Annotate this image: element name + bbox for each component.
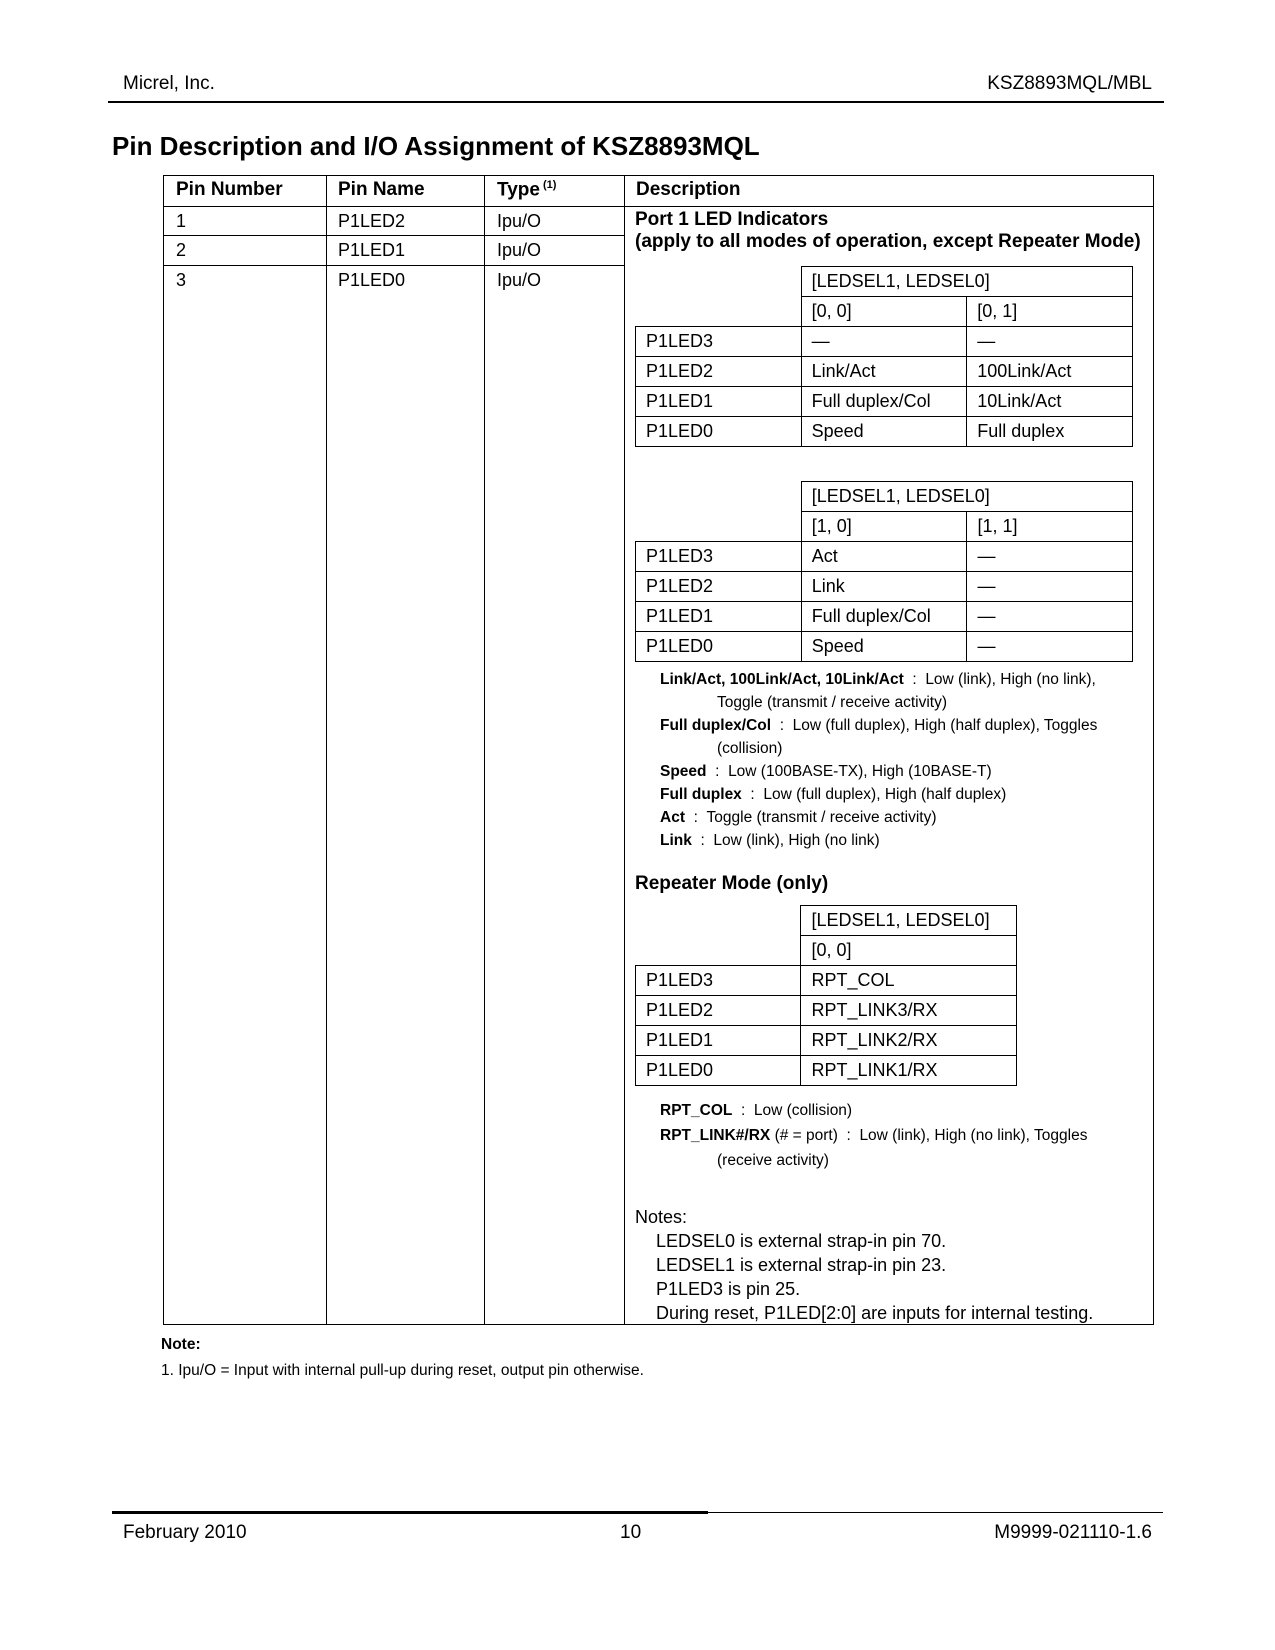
led-function: — [967, 542, 1133, 572]
notes [635, 1205, 1093, 1325]
led-function: Link [801, 572, 967, 602]
led-function: Full duplex [967, 417, 1133, 447]
led-function: RPT_LINK2/RX [801, 1026, 1017, 1056]
led-table-header: [LEDSEL1, LEDSEL0] [801, 267, 1132, 297]
pin-name: P1LED1 [338, 240, 406, 260]
legend-item: RPT_LINK#/RX (# = port) : Low (link), High (no link), Toggles [660, 1127, 1088, 1144]
pin-type: Ipu/O [497, 270, 542, 290]
led-function: RPT_COL [801, 966, 1017, 996]
pin-name: P1LED2 [338, 211, 406, 231]
led-function: 100Link/Act [967, 357, 1133, 387]
led-mode-col: [0, 1] [967, 297, 1133, 327]
legend-item: Link : Low (link), High (no link) [660, 832, 880, 849]
col-pin-name: Pin Name [338, 179, 425, 200]
header-company: Micrel, Inc. [123, 73, 215, 94]
note-item: LEDSEL1 is external strap-in pin 23. [656, 1255, 947, 1275]
footer-date: February 2010 [123, 1522, 247, 1543]
led-pin: P1LED0 [636, 1056, 801, 1086]
led-section-subtitle: (apply to all modes of operation, except Repeater Mode) [635, 231, 1141, 252]
repeater-legend [660, 1098, 1140, 1173]
header-rule [108, 101, 1164, 103]
legend-item: Full duplex/Col : Low (full duplex), High (half duplex), Toggles [660, 717, 1098, 734]
col-pin-number: Pin Number [176, 179, 283, 200]
pin-number: 1 [176, 211, 187, 231]
led-table-2 [635, 481, 1133, 662]
pin-name: P1LED0 [338, 270, 406, 290]
led-function: — [967, 602, 1133, 632]
led-table-header: [LEDSEL1, LEDSEL0] [801, 906, 1017, 936]
led-legend [660, 668, 1140, 852]
legend-item: RPT_COL : Low (collision) [660, 1102, 853, 1119]
footnote-text: 1. Ipu/O = Input with internal pull-up during reset, output pin otherwise. [161, 1362, 644, 1379]
led-pin: P1LED2 [636, 996, 801, 1026]
legend-item-cont: Toggle (transmit / receive activity) [717, 694, 947, 711]
note-item: P1LED3 is pin 25. [656, 1279, 801, 1299]
col-description: Description [636, 179, 741, 200]
pin-number: 3 [176, 270, 187, 290]
notes-title: Notes: [635, 1207, 688, 1227]
pin-type: Ipu/O [497, 211, 542, 231]
led-mode-col: [0, 0] [801, 936, 1017, 966]
legend-item-cont: (receive activity) [717, 1152, 829, 1169]
led-function: RPT_LINK3/RX [801, 996, 1017, 1026]
led-pin: P1LED2 [636, 357, 802, 387]
legend-item: Speed : Low (100BASE-TX), High (10BASE-T) [660, 763, 992, 780]
pin-number: 2 [176, 240, 187, 260]
led-pin: P1LED1 [636, 1026, 801, 1056]
legend-item: Act : Toggle (transmit / receive activity) [660, 809, 937, 826]
led-function: Act [801, 542, 967, 572]
footer-rule-thick [112, 1511, 708, 1514]
led-table-1 [635, 266, 1133, 447]
led-pin: P1LED0 [636, 417, 802, 447]
led-pin: P1LED1 [636, 387, 802, 417]
legend-item: Link/Act, 100Link/Act, 10Link/Act : Low (link), High (no link), [660, 671, 1096, 688]
led-mode-col: [0, 0] [801, 297, 967, 327]
legend-item-cont: (collision) [717, 740, 783, 757]
led-function: Speed [801, 417, 967, 447]
footer-doc-number: M9999-021110-1.6 [994, 1522, 1152, 1543]
repeater-mode-title: Repeater Mode (only) [635, 873, 829, 894]
page-number: 10 [620, 1522, 642, 1543]
led-function: — [967, 632, 1133, 662]
led-pin: P1LED3 [636, 966, 801, 996]
led-pin: P1LED0 [636, 632, 802, 662]
led-mode-col: [1, 0] [801, 512, 967, 542]
note-item: LEDSEL0 is external strap-in pin 70. [656, 1231, 947, 1251]
pin-type: Ipu/O [497, 240, 542, 260]
led-pin: P1LED3 [636, 542, 802, 572]
led-function: Link/Act [801, 357, 967, 387]
led-function: — [801, 327, 967, 357]
led-function: Full duplex/Col [801, 602, 967, 632]
led-function: RPT_LINK1/RX [801, 1056, 1017, 1086]
led-pin: P1LED3 [636, 327, 802, 357]
led-pin: P1LED1 [636, 602, 802, 632]
led-mode-col: [1, 1] [967, 512, 1133, 542]
footer-rule-thin [708, 1512, 1163, 1513]
col-type: Type $^{(1)}$ [497, 179, 557, 201]
led-function: — [967, 572, 1133, 602]
page-title: Pin Description and I/O Assignment of KSZ8893MQL [112, 131, 760, 161]
led-section-title: Port 1 LED Indicators [635, 209, 829, 230]
footnote-title: Note: [161, 1336, 201, 1353]
led-function: Speed [801, 632, 967, 662]
legend-item: Full duplex : Low (full duplex), High (half duplex) [660, 786, 1007, 803]
led-table-header: [LEDSEL1, LEDSEL0] [801, 482, 1132, 512]
led-pin: P1LED2 [636, 572, 802, 602]
led-function: 10Link/Act [967, 387, 1133, 417]
repeater-led-table [635, 905, 1017, 1086]
note-item: During reset, P1LED[2:0] are inputs for internal testing. [656, 1303, 1094, 1323]
led-function: — [967, 327, 1133, 357]
header-part-number: KSZ8893MQL/MBL [987, 73, 1152, 94]
led-function: Full duplex/Col [801, 387, 967, 417]
